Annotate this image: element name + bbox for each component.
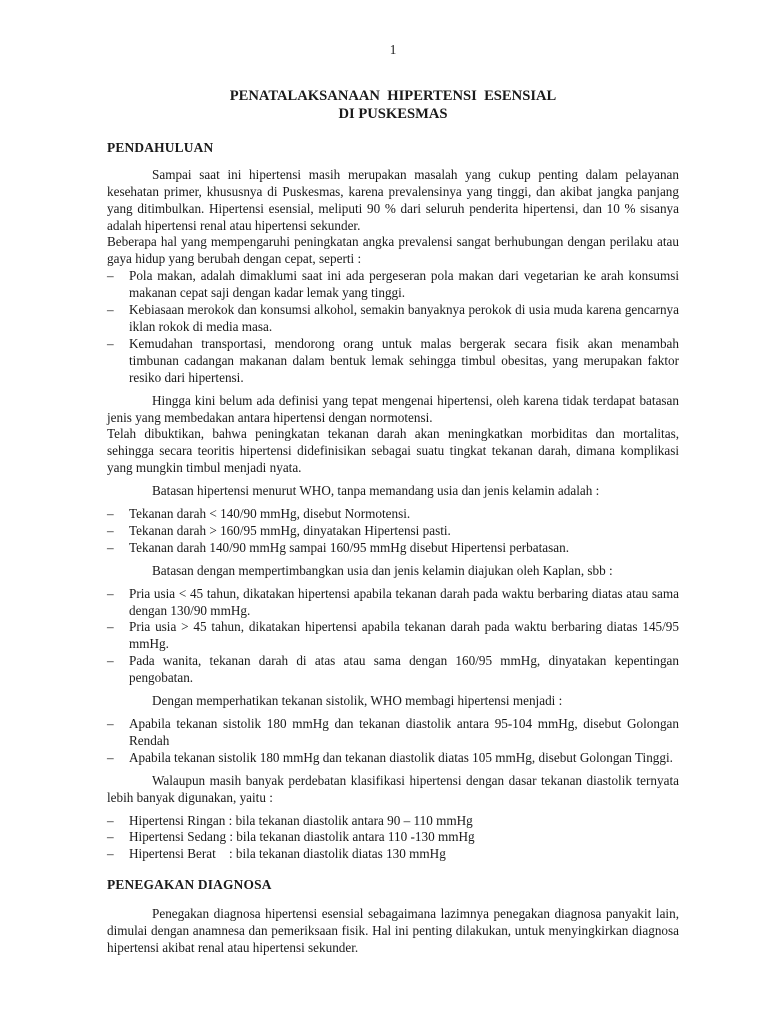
- paragraph: Sampai saat ini hipertensi masih merupakan masalah yang cukup penting dalam pelayanan kesehatan primer, khususnya di Puskesmas, karena prevalensinya yang tinggi, dan akibat jangka panjang yang ditimbulkan. Hipertensi esensial, meliputi 90 % dari seluruh penderita hipertensi, dan 10 % sisanya adalah hipertensi renal atau hipertensi sekunder.: [107, 166, 679, 233]
- dash-marker: –: [107, 846, 114, 862]
- list-item: [107, 750, 679, 767]
- dash-marker: –: [107, 749, 114, 765]
- document-page: [107, 42, 679, 957]
- paragraph: Dengan memperhatikan tekanan sistolik, WHO membagi hipertensi menjadi :: [152, 693, 563, 709]
- list-item: [107, 506, 679, 523]
- section-heading-penegakan-diagnosa: PENEGAKAN DIAGNOSA: [107, 877, 272, 893]
- bullet-list-systolic: [107, 716, 679, 767]
- paragraph: Hingga kini belum ada definisi yang tepat mengenai hipertensi, oleh karena tidak terdapat batasan jenis yang membedakan antara hipertensi dengan normotensi.: [107, 392, 679, 425]
- bullet-list-who-limits: [107, 506, 679, 557]
- paragraph: Telah dibuktikan, bahwa peningkatan tekanan darah akan meningkatkan morbiditas dan mortalitas, sehingga secara teoritis hipertensi didefinisikan sebagai suatu tingkat tekanan darah, dimana komplikasi yang mungkin timbul menjadi nyata.: [107, 426, 679, 476]
- dash-marker: –: [107, 585, 114, 601]
- list-item-text: Apabila tekanan sistolik 180 mmHg dan tekanan diastolik antara 95-104 mmHg, disebut Golongan Rendah: [129, 716, 679, 748]
- paragraph: Beberapa hal yang mempengaruhi peningkatan angka prevalensi sangat berhubungan dengan perilaku atau gaya hidup yang berubah dengan cepat, seperti :: [107, 234, 679, 267]
- dash-marker: –: [107, 522, 114, 538]
- bullet-list-kaplan: [107, 586, 679, 687]
- list-item-text: Pada wanita, tekanan darah di atas atau sama dengan 160/95 mmHg, dinyatakan kepentingan pengobatan.: [129, 653, 679, 686]
- list-item: [107, 523, 679, 540]
- dash-marker: –: [107, 716, 114, 731]
- list-item: [107, 586, 679, 620]
- paragraph: Walaupun masih banyak perdebatan klasifikasi hipertensi dengan dasar tekanan diastolik ternyata lebih banyak digunakan, yaitu :: [107, 772, 679, 805]
- bullet-list-lifestyle: [107, 268, 679, 386]
- paragraph: Batasan hipertensi menurut WHO, tanpa memandang usia dan jenis kelamin adalah :: [152, 483, 600, 499]
- dash-marker: –: [107, 335, 114, 351]
- bullet-list-diastolic: [107, 813, 679, 864]
- page-number: 1: [389, 42, 397, 57]
- list-item: [107, 846, 679, 863]
- list-item-text: Pria usia > 45 tahun, dikatakan hipertensi apabila tekanan darah pada waktu berbaring diatas 145/95 mmHg.: [129, 619, 679, 652]
- dash-marker: –: [107, 829, 114, 845]
- list-item-text: Apabila tekanan sistolik 180 mmHg dan tekanan diastolik diatas 105 mmHg, disebut Golongan Tinggi.: [129, 749, 673, 765]
- title-line-2: DI PUSKESMAS: [338, 106, 448, 123]
- dash-marker: –: [107, 268, 114, 284]
- paragraph: Penegakan diagnosa hipertensi esensial sebagaimana lazimnya penegakan diagnosa panyakit lain, dimulai dengan anamnesa dan pemeriksaan fisik. Hal ini penting dilakukan, untuk menyingkirkan diagnosa hipertensi akibat renal atau hipertensi sekunder.: [107, 906, 679, 955]
- list-item-text: Hipertensi Berat : bila tekanan diastolik diatas 130 mmHg: [129, 846, 446, 862]
- list-item-text: Tekanan darah 140/90 mmHg sampai 160/95 mmHg disebut Hipertensi perbatasan.: [129, 539, 570, 555]
- dash-marker: –: [107, 539, 114, 555]
- list-item-text: Kemudahan transportasi, mendorong orang untuk malas bergerak secara fisik akan menambah timbunan cadangan makanan dalam bentuk lemak sehingga timbul obesitas, yang merupakan faktor resiko dari hipertensi.: [129, 335, 679, 385]
- title-line-1: PENATALAKSANAAN HIPERTENSI ESENSIAL: [229, 87, 557, 104]
- list-item: [107, 619, 679, 653]
- dash-marker: –: [107, 619, 114, 635]
- list-item-text: Hipertensi Sedang : bila tekanan diastolik antara 110 -130 mmHg: [129, 829, 475, 845]
- list-item: [107, 336, 679, 387]
- list-item-text: Kebiasaan merokok dan konsumsi alkohol, semakin banyaknya perokok di usia muda karena gencarnya iklan rokok di media masa.: [129, 302, 679, 334]
- list-item: [107, 829, 679, 846]
- paragraph: Batasan dengan mempertimbangkan usia dan jenis kelamin diajukan oleh Kaplan, sbb :: [152, 562, 613, 578]
- list-item-text: Pria usia < 45 tahun, dikatakan hipertensi apabila tekanan darah pada waktu berbaring diatas atau sama dengan 130/90 mmHg.: [129, 585, 679, 618]
- list-item: [107, 813, 679, 830]
- list-item: [107, 653, 679, 687]
- list-item-text: Tekanan darah < 140/90 mmHg, disebut Normotensi.: [129, 506, 411, 522]
- list-item: [107, 302, 679, 336]
- list-item-text: Hipertensi Ringan : bila tekanan diastolik antara 90 – 110 mmHg: [129, 812, 473, 828]
- dash-marker: –: [107, 302, 114, 318]
- list-item-text: Tekanan darah > 160/95 mmHg, dinyatakan Hipertensi pasti.: [129, 522, 451, 538]
- document-title: [107, 87, 679, 124]
- dash-marker: –: [107, 812, 114, 828]
- list-item: [107, 268, 679, 302]
- dash-marker: –: [107, 653, 114, 669]
- section-heading-pendahuluan: PENDAHULUAN: [107, 139, 214, 155]
- list-item: [107, 716, 679, 750]
- list-item-text: Pola makan, adalah dimaklumi saat ini ada pergeseran pola makan dari vegetarian ke arah konsumsi makanan cepat saji dengan kadar lemak yang tinggi.: [129, 268, 679, 301]
- list-item: [107, 540, 679, 557]
- dash-marker: –: [107, 506, 114, 522]
